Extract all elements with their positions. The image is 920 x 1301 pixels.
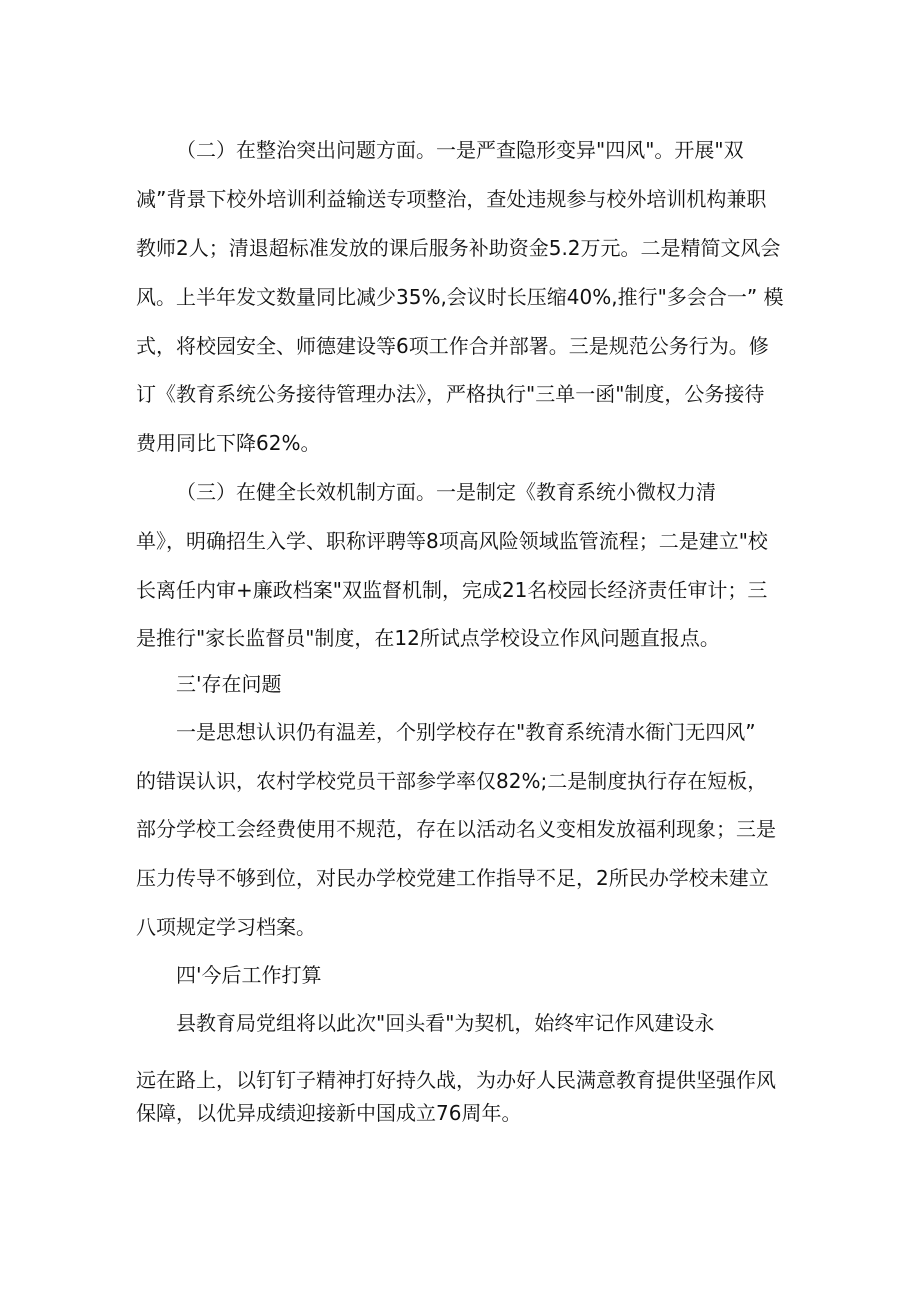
section-2-para-line-7: 费用同比下降62%。 (136, 431, 321, 455)
section-2-para-line-5: 式，将校园安全、师德建设等6项工作合并部署。三是规范公务行为。修 (136, 334, 769, 358)
problems-para-line-4: 压力传导不够到位，对民办学校党建工作指导不足，2所民办学校未建立 (136, 866, 769, 890)
section-3-para-line-2: 单》，明确招生入学、职称评聘等8项高风险领域监管流程；二是建立"校 (136, 529, 768, 553)
section-2-para-line-2: 减”背景下校外培训利益输送专项整治，查处违规参与校外培训机构兼职 (136, 187, 767, 211)
heading-existing-problems: 三'存在问题 (176, 672, 282, 696)
section-2-para-line-4: 风。上半年发文数量同比减少35%,会议时长压缩40%,推行"多会合一” 模 (136, 285, 784, 309)
problems-para-line-3: 部分学校工会经费使用不规范，存在以活动名义变相发放福利现象；三是 (136, 817, 776, 841)
problems-para-line-1: 一是思想认识仍有温差，个别学校存在"教育系统清水衙门无四风” (176, 720, 756, 744)
section-3-para-line-3: 长离任内审+廉政档案"双监督机制，完成21名校园长经济责任审计；三 (136, 578, 768, 602)
problems-para-line-5: 八项规定学习档案。 (136, 915, 316, 939)
section-2-para-line-6: 订《教育系统公务接待管理办法》，严格执行"三单一函"制度，公务接待 (136, 382, 765, 406)
section-2-para-line-1: （二）在整治突出问题方面。一是严查隐形变异"四风"。开展"双 (176, 138, 744, 162)
plans-para-line-3: 保障，以优异成绩迎接新中国成立76周年。 (136, 1101, 522, 1125)
plans-para-line-2: 远在路上，以钉钉子精神打好持久战，为办好人民满意教育提供坚强作风 (136, 1068, 776, 1092)
problems-para-line-2: 的错误认识，农村学校党员干部参学率仅82%;二是制度执行存在短板， (136, 769, 768, 793)
section-3-para-line-4: 是推行"家长监督员"制度，在12所试点学校设立作风问题直报点。 (136, 626, 720, 650)
section-2-para-line-3: 教师2人；清退超标准发放的课后服务补助资金5.2万元。二是精简文风会 (136, 236, 781, 260)
heading-future-plans: 四'今后工作打算 (176, 963, 322, 987)
plans-para-line-1: 县教育局党组将以此次"回头看"为契机，始终牢记作风建设永 (176, 1011, 715, 1035)
section-3-para-line-1: （三）在健全长效机制方面。一是制定《教育系统小微权力清 (176, 480, 716, 504)
